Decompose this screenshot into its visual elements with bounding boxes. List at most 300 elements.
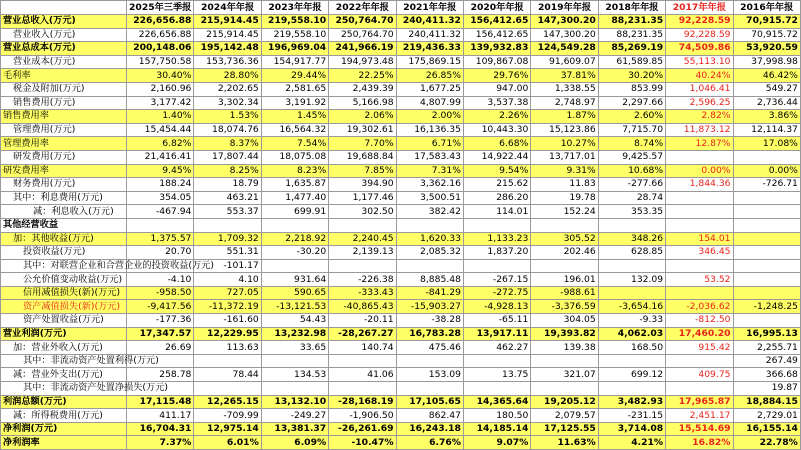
table-cell xyxy=(733,150,800,164)
table-cell: 17,583.43 xyxy=(396,150,463,164)
table-cell: 7.31% xyxy=(396,164,463,178)
table-cell: 33.65 xyxy=(261,341,328,355)
table-cell: -988.61 xyxy=(531,286,598,300)
column-header: 2016年年报 xyxy=(733,1,800,15)
table-cell: 286.20 xyxy=(463,191,530,205)
column-header: 2024年年报 xyxy=(194,1,261,15)
table-cell: 226,656.88 xyxy=(127,15,194,29)
table-cell: 699.12 xyxy=(598,368,665,382)
table-cell: 16,783.28 xyxy=(396,327,463,341)
table-cell: 2,297.66 xyxy=(598,96,665,110)
table-row xyxy=(1,382,801,396)
row-label: 加：其他收益(万元) xyxy=(1,232,127,246)
table-cell: 8.23% xyxy=(261,164,328,178)
table-cell: 7.37% xyxy=(127,436,194,450)
table-cell xyxy=(463,218,530,232)
table-cell: 2,748.97 xyxy=(531,96,598,110)
table-cell xyxy=(666,286,733,300)
table-cell: 226,656.88 xyxy=(127,28,194,42)
table-cell: 2.82% xyxy=(666,110,733,124)
table-cell xyxy=(329,382,396,396)
table-cell: 462.27 xyxy=(463,341,530,355)
table-cell xyxy=(666,191,733,205)
table-row xyxy=(1,218,801,232)
column-header: 2025年三季报 xyxy=(127,1,194,15)
table-cell: 3.86% xyxy=(733,110,800,124)
table-cell: 3,362.16 xyxy=(396,178,463,192)
table-cell xyxy=(598,286,665,300)
table-cell: 132.09 xyxy=(598,273,665,287)
table-cell: 16,155.14 xyxy=(733,422,800,436)
column-header: 2023年年报 xyxy=(261,1,328,15)
table-cell: 2,439.39 xyxy=(329,82,396,96)
table-cell: 12,975.14 xyxy=(194,422,261,436)
table-cell: 409.75 xyxy=(666,368,733,382)
table-cell xyxy=(396,259,463,273)
table-cell: -277.66 xyxy=(598,178,665,192)
table-cell xyxy=(733,259,800,273)
table-cell: 22.78% xyxy=(733,436,800,450)
table-cell: 321.07 xyxy=(531,368,598,382)
table-cell xyxy=(733,273,800,287)
table-cell: 947.00 xyxy=(463,82,530,96)
table-cell: 3,177.42 xyxy=(127,96,194,110)
table-cell: 12,229.95 xyxy=(194,327,261,341)
table-cell: -249.27 xyxy=(261,409,328,423)
table-cell: 29.44% xyxy=(261,69,328,83)
table-cell xyxy=(463,354,530,368)
table-cell: 15,514.69 xyxy=(666,422,733,436)
table-cell: 1,677.25 xyxy=(396,82,463,96)
table-cell: 20.70 xyxy=(127,246,194,260)
row-label: 研发费用(万元) xyxy=(1,150,127,164)
table-cell: 366.68 xyxy=(733,368,800,382)
table-cell: 8.25% xyxy=(194,164,261,178)
table-cell: 862.47 xyxy=(396,409,463,423)
row-label: 减：利息收入(万元) xyxy=(1,205,127,219)
table-row xyxy=(1,69,801,83)
row-label: 营业总收入(万元) xyxy=(1,15,127,29)
table-cell xyxy=(598,354,665,368)
table-cell: 9.31% xyxy=(531,164,598,178)
table-cell: 219,558.10 xyxy=(261,15,328,29)
table-cell xyxy=(127,218,194,232)
table-cell xyxy=(463,382,530,396)
table-cell: -267.15 xyxy=(463,273,530,287)
table-cell: 168.50 xyxy=(598,341,665,355)
table-cell: 12,114.37 xyxy=(733,123,800,137)
table-cell: 13.75 xyxy=(463,368,530,382)
table-row xyxy=(1,300,801,314)
table-row xyxy=(1,205,801,219)
table-cell: 2,451.17 xyxy=(666,409,733,423)
table-cell: 11.63% xyxy=(531,436,598,450)
table-row xyxy=(1,341,801,355)
column-header: 2017年年报 xyxy=(666,1,733,15)
table-cell xyxy=(666,218,733,232)
table-cell xyxy=(598,259,665,273)
table-cell: 853.99 xyxy=(598,82,665,96)
table-cell: 19,688.84 xyxy=(329,150,396,164)
table-cell xyxy=(666,354,733,368)
table-cell: 15,123.86 xyxy=(531,123,598,137)
table-row xyxy=(1,191,801,205)
table-cell: -161.60 xyxy=(194,314,261,328)
table-cell: 88,231.35 xyxy=(598,15,665,29)
table-cell: 2,581.65 xyxy=(261,82,328,96)
table-cell: 88,231.35 xyxy=(598,28,665,42)
table-cell xyxy=(733,314,800,328)
table-cell: 196.01 xyxy=(531,273,598,287)
table-cell: 9.45% xyxy=(127,164,194,178)
table-cell: 26.69 xyxy=(127,341,194,355)
row-label: 管理费用(万元) xyxy=(1,123,127,137)
table-row xyxy=(1,409,801,423)
row-label: 财务费用(万元) xyxy=(1,178,127,192)
row-label: 税金及附加(万元) xyxy=(1,82,127,96)
row-label: 利润总额(万元) xyxy=(1,395,127,409)
table-cell: 194,973.48 xyxy=(329,55,396,69)
table-cell: 7.85% xyxy=(329,164,396,178)
table-cell: 26.85% xyxy=(396,69,463,83)
table-cell xyxy=(733,246,800,260)
table-cell: 200,148.06 xyxy=(127,42,194,56)
table-cell: -812.50 xyxy=(666,314,733,328)
table-cell: -38.28 xyxy=(396,314,463,328)
table-cell: -841.29 xyxy=(396,286,463,300)
table-cell xyxy=(531,354,598,368)
table-cell: 219,558.10 xyxy=(261,28,328,42)
table-cell: 6.76% xyxy=(396,436,463,450)
table-cell: 1,635.87 xyxy=(261,178,328,192)
column-header: 2022年年报 xyxy=(329,1,396,15)
row-label: 毛利率 xyxy=(1,69,127,83)
table-cell xyxy=(733,191,800,205)
table-cell: 1.87% xyxy=(531,110,598,124)
table-cell: 70,915.72 xyxy=(733,15,800,29)
header-corner xyxy=(1,1,127,15)
table-cell: 240,411.32 xyxy=(396,28,463,42)
table-cell: 14,185.14 xyxy=(463,422,530,436)
table-cell: 19.78 xyxy=(531,191,598,205)
table-cell: 16.82% xyxy=(666,436,733,450)
table-cell: 17,807.44 xyxy=(194,150,261,164)
table-cell: -9,417.56 xyxy=(127,300,194,314)
table-row xyxy=(1,28,801,42)
table-cell xyxy=(261,382,328,396)
table-row xyxy=(1,327,801,341)
table-row xyxy=(1,422,801,436)
table-cell: -15,903.27 xyxy=(396,300,463,314)
table-cell: 1,837.20 xyxy=(463,246,530,260)
table-cell: 215,914.45 xyxy=(194,28,261,42)
table-cell: 61,589.85 xyxy=(598,55,665,69)
table-cell: 250,764.70 xyxy=(329,28,396,42)
table-cell: -40,865.43 xyxy=(329,300,396,314)
table-cell: -2,036.62 xyxy=(666,300,733,314)
table-cell: 17.08% xyxy=(733,137,800,151)
table-cell: 3,537.38 xyxy=(463,96,530,110)
table-cell: 12.87% xyxy=(666,137,733,151)
table-cell: 2.60% xyxy=(598,110,665,124)
table-cell: 4.10 xyxy=(194,273,261,287)
table-cell: 156,412.65 xyxy=(463,28,530,42)
row-label: 减：所得税费用(万元) xyxy=(1,409,127,423)
table-cell: 1,375.57 xyxy=(127,232,194,246)
table-cell: 302.50 xyxy=(329,205,396,219)
table-cell: 1,338.55 xyxy=(531,82,598,96)
row-label: 公允价值变动收益(万元) xyxy=(1,273,127,287)
table-cell: 13,132.10 xyxy=(261,395,328,409)
row-label: 营业成本(万元) xyxy=(1,55,127,69)
table-cell: -4,928.13 xyxy=(463,300,530,314)
table-cell: 17,460.20 xyxy=(666,327,733,341)
table-cell: 1,477.40 xyxy=(261,191,328,205)
table-cell: 304.05 xyxy=(531,314,598,328)
table-cell: 188.24 xyxy=(127,178,194,192)
table-cell: 9,425.57 xyxy=(598,150,665,164)
table-cell: 8.37% xyxy=(194,137,261,151)
table-cell: 4,807.99 xyxy=(396,96,463,110)
table-cell: 11.83 xyxy=(531,178,598,192)
table-cell xyxy=(666,382,733,396)
table-cell: 13,381.37 xyxy=(261,422,328,436)
row-label: 其中：利息费用(万元) xyxy=(1,191,127,205)
table-cell: 19,205.12 xyxy=(531,395,598,409)
table-cell xyxy=(396,354,463,368)
table-cell xyxy=(396,218,463,232)
table-cell: 37.81% xyxy=(531,69,598,83)
table-cell xyxy=(733,232,800,246)
table-cell: 157,750.58 xyxy=(127,55,194,69)
table-cell: 411.17 xyxy=(127,409,194,423)
table-cell: 2,218.92 xyxy=(261,232,328,246)
table-cell xyxy=(396,382,463,396)
table-cell: 590.65 xyxy=(261,286,328,300)
table-cell: 0.00% xyxy=(733,164,800,178)
table-cell: 1,177.46 xyxy=(329,191,396,205)
table-cell: 4.21% xyxy=(598,436,665,450)
table-cell: 1,844.36 xyxy=(666,178,733,192)
table-cell: 139.38 xyxy=(531,341,598,355)
table-cell: -9.33 xyxy=(598,314,665,328)
row-label: 营业利润(万元) xyxy=(1,327,127,341)
table-cell: 109,867.08 xyxy=(463,55,530,69)
table-cell: 6.09% xyxy=(261,436,328,450)
table-cell: 7,715.70 xyxy=(598,123,665,137)
table-cell: 74,509.86 xyxy=(666,42,733,56)
table-cell: 6.71% xyxy=(396,137,463,151)
table-cell: 2.26% xyxy=(463,110,530,124)
table-cell: 463.21 xyxy=(194,191,261,205)
table-row xyxy=(1,246,801,260)
table-cell xyxy=(733,205,800,219)
table-cell: 54.43 xyxy=(261,314,328,328)
table-cell: -3,376.59 xyxy=(531,300,598,314)
table-cell: 9.54% xyxy=(463,164,530,178)
table-cell: 8.74% xyxy=(598,137,665,151)
table-cell: 41.06 xyxy=(329,368,396,382)
table-cell: -11,372.19 xyxy=(194,300,261,314)
table-cell: 0.00% xyxy=(666,164,733,178)
table-cell: 154.01 xyxy=(666,232,733,246)
table-cell: 348.26 xyxy=(598,232,665,246)
row-label: 销售费用率 xyxy=(1,110,127,124)
table-cell: 2,596.25 xyxy=(666,96,733,110)
table-cell: -177.36 xyxy=(127,314,194,328)
table-cell: 8,885.48 xyxy=(396,273,463,287)
table-cell: 346.45 xyxy=(666,246,733,260)
table-cell: 1,620.33 xyxy=(396,232,463,246)
table-cell: 13,717.01 xyxy=(531,150,598,164)
table-row xyxy=(1,164,801,178)
table-cell: -1,906.50 xyxy=(329,409,396,423)
table-cell: 17,965.87 xyxy=(666,395,733,409)
table-cell: 147,300.20 xyxy=(531,15,598,29)
table-cell xyxy=(666,150,733,164)
table-cell: 124,549.28 xyxy=(531,42,598,56)
table-cell: 114.01 xyxy=(463,205,530,219)
table-row xyxy=(1,232,801,246)
table-cell: -13,121.53 xyxy=(261,300,328,314)
table-cell xyxy=(666,205,733,219)
table-cell: 10.27% xyxy=(531,137,598,151)
table-cell: 1,133.23 xyxy=(463,232,530,246)
table-cell: 195,142.48 xyxy=(194,42,261,56)
row-label: 减：营业外支出(万元) xyxy=(1,368,127,382)
row-label: 加：营业外收入(万元) xyxy=(1,341,127,355)
table-cell: 553.37 xyxy=(194,205,261,219)
table-cell: 92,228.59 xyxy=(666,15,733,29)
table-cell: 3,302.34 xyxy=(194,96,261,110)
table-cell: 17,105.65 xyxy=(396,395,463,409)
table-cell: 305.52 xyxy=(531,232,598,246)
table-cell xyxy=(261,354,328,368)
row-label: 资产处置收益(万元) xyxy=(1,314,127,328)
row-label: 其他经营收益 xyxy=(1,218,127,232)
table-row xyxy=(1,178,801,192)
table-cell: 3,482.93 xyxy=(598,395,665,409)
table-row xyxy=(1,273,801,287)
table-cell: 3,714.08 xyxy=(598,422,665,436)
table-cell: 215.62 xyxy=(463,178,530,192)
table-row xyxy=(1,259,801,273)
table-cell: 139,932.83 xyxy=(463,42,530,56)
table-cell: 2,079.57 xyxy=(531,409,598,423)
table-cell: 6.68% xyxy=(463,137,530,151)
table-cell xyxy=(531,259,598,273)
table-cell: 91,609.07 xyxy=(531,55,598,69)
row-label: 营业总成本(万元) xyxy=(1,42,127,56)
table-cell: 18,884.15 xyxy=(733,395,800,409)
table-row xyxy=(1,395,801,409)
column-header: 2020年年报 xyxy=(463,1,530,15)
table-cell: 70,915.72 xyxy=(733,28,800,42)
table-cell: 152.24 xyxy=(531,205,598,219)
table-cell: 915.42 xyxy=(666,341,733,355)
table-cell: 6.01% xyxy=(194,436,261,450)
table-cell: -726.71 xyxy=(733,178,800,192)
column-header: 2021年年报 xyxy=(396,1,463,15)
table-cell: 13,917.11 xyxy=(463,327,530,341)
table-cell xyxy=(194,354,261,368)
table-row xyxy=(1,42,801,56)
table-cell: -26,261.69 xyxy=(329,422,396,436)
table-cell: 2,160.96 xyxy=(127,82,194,96)
table-row xyxy=(1,55,801,69)
table-cell: 134.53 xyxy=(261,368,328,382)
table-cell: 46.42% xyxy=(733,69,800,83)
table-cell xyxy=(598,382,665,396)
table-cell xyxy=(463,259,530,273)
table-cell xyxy=(598,218,665,232)
table-cell xyxy=(531,218,598,232)
table-cell: 37,998.98 xyxy=(733,55,800,69)
table-cell: 202.46 xyxy=(531,246,598,260)
table-cell: 3,500.51 xyxy=(396,191,463,205)
table-cell: -231.15 xyxy=(598,409,665,423)
table-cell: 22.25% xyxy=(329,69,396,83)
table-cell: 219,436.33 xyxy=(396,42,463,56)
table-row xyxy=(1,354,801,368)
row-label: 其中：非流动资产处置利得(万元) xyxy=(1,354,127,368)
table-cell xyxy=(194,218,261,232)
table-cell: 354.05 xyxy=(127,191,194,205)
table-cell: -3,654.16 xyxy=(598,300,665,314)
table-cell: 13,232.98 xyxy=(261,327,328,341)
table-cell: 14,365.64 xyxy=(463,395,530,409)
table-cell: 17,347.57 xyxy=(127,327,194,341)
column-header: 2019年年报 xyxy=(531,1,598,15)
table-cell: 1.40% xyxy=(127,110,194,124)
table-cell: 5,166.98 xyxy=(329,96,396,110)
table-cell: 153,736.36 xyxy=(194,55,261,69)
table-cell: 18,074.76 xyxy=(194,123,261,137)
table-cell: -28,168.19 xyxy=(329,395,396,409)
table-cell: -467.94 xyxy=(127,205,194,219)
table-cell: -101.17 xyxy=(194,259,261,273)
table-cell: 92,228.59 xyxy=(666,28,733,42)
table-cell: 3,191.92 xyxy=(261,96,328,110)
table-cell: 180.50 xyxy=(463,409,530,423)
table-cell xyxy=(329,218,396,232)
table-cell: 699.91 xyxy=(261,205,328,219)
table-row xyxy=(1,110,801,124)
table-cell: -333.43 xyxy=(329,286,396,300)
table-cell: 14,922.44 xyxy=(463,150,530,164)
table-row xyxy=(1,137,801,151)
table-cell: 28.74 xyxy=(598,191,665,205)
table-cell: 215,914.45 xyxy=(194,15,261,29)
table-cell: 353.35 xyxy=(598,205,665,219)
table-row xyxy=(1,436,801,450)
table-cell: 727.05 xyxy=(194,286,261,300)
table-cell: 382.42 xyxy=(396,205,463,219)
table-cell: -20.11 xyxy=(329,314,396,328)
row-label: 信用减值损失(新)(万元) xyxy=(1,286,127,300)
table-cell: 16,243.18 xyxy=(396,422,463,436)
table-cell: 175,869.15 xyxy=(396,55,463,69)
table-cell: -272.75 xyxy=(463,286,530,300)
table-cell: -1,248.25 xyxy=(733,300,800,314)
table-cell: 7.70% xyxy=(329,137,396,151)
header-row xyxy=(1,1,801,15)
table-cell: 6.82% xyxy=(127,137,194,151)
table-cell: 196,969.04 xyxy=(261,42,328,56)
table-cell xyxy=(329,354,396,368)
table-cell: 2,202.65 xyxy=(194,82,261,96)
table-cell: 2.06% xyxy=(329,110,396,124)
